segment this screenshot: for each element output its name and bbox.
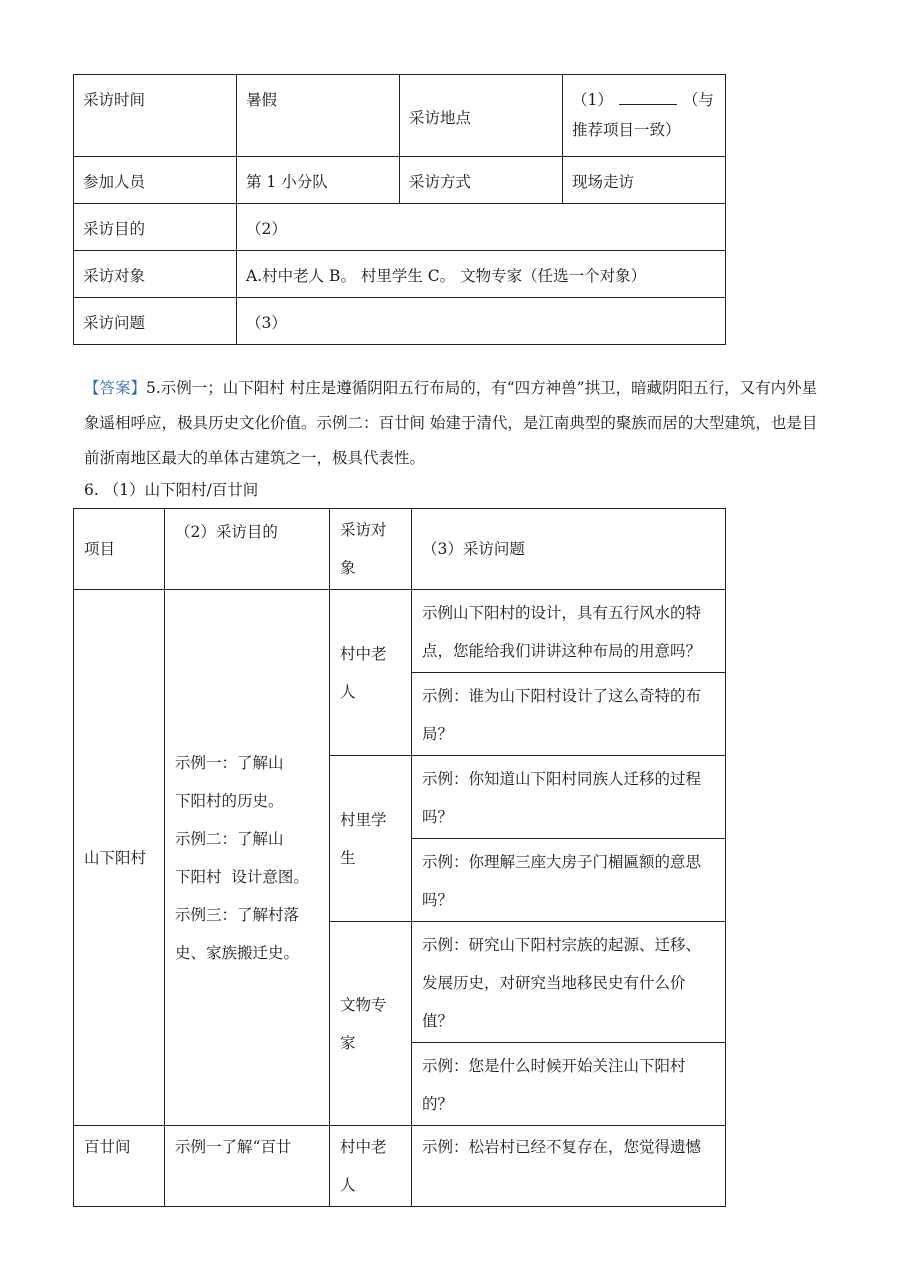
question-6-line: 6. （1）山下阳村/百廿间 <box>84 481 259 499</box>
purpose-line: 示例三：了解村落 <box>175 905 300 924</box>
question-cell: 示例：你理解三座大房子门楣匾额的意思吗？ <box>412 839 726 922</box>
cell-value: 第 1 小分队 <box>237 157 400 204</box>
question-cell: 示例：谁为山下阳村设计了这么奇特的布局？ <box>412 673 726 756</box>
plan-row-time <box>74 75 726 157</box>
purpose-line: 示例二：了解山 <box>175 829 284 848</box>
question-cell: 示例：松岩村已经不复存在，您觉得遗憾 <box>412 1126 726 1207</box>
plan-row-target <box>74 251 726 298</box>
cell-label: 采访问题 <box>74 298 237 345</box>
project-cell: 百廿间 <box>74 1126 165 1207</box>
cell-label: 采访地点 <box>400 75 563 157</box>
target-cell: 村里学生 <box>330 756 412 922</box>
question-cell: 示例：你知道山下阳村同族人迁移的过程吗？ <box>412 756 726 839</box>
cell-value: 暑假 <box>237 75 400 157</box>
cell-label: 采访时间 <box>74 75 237 157</box>
purpose-line: 史、家族搬迁史。 <box>175 943 300 962</box>
purpose-line: 示例一：了解山 <box>175 753 284 772</box>
location-prefix: （1） <box>572 91 613 109</box>
answer-text: 5.示例一；山下阳村 村庄是遵循阴阳五行布局的，有“四方神兽”拱卫，暗藏阴阳五行，又有内外星象遥相呼应，极具历史文化价值。示例二：百廿间 始建于清代，是江南典型的聚族而居的大型建筑，也是目前浙南地区最大的单体古建筑之一，极具代表性。 <box>84 379 818 467</box>
fill-blank <box>619 90 677 105</box>
cell-value: A.村中老人 B。 村里学生 C。 文物专家（任选一个对象） <box>237 251 726 298</box>
cell-location <box>563 75 726 157</box>
target-cell: 文物专家 <box>330 922 412 1126</box>
purpose-cell: 示例一了解“百廿 <box>165 1126 330 1207</box>
question-cell: 示例：您是什么时候开始关注山下阳村的？ <box>412 1043 726 1126</box>
plan-row-questions <box>74 298 726 345</box>
purpose-line: 下阳村 设计意图。 <box>175 867 309 886</box>
cell-value: 现场走访 <box>563 157 726 204</box>
question-cell: 示例山下阳村的设计，具有五行风水的特点，您能给我们讲讲这种布局的用意吗？ <box>412 590 726 673</box>
cell-value: （2） <box>237 204 726 251</box>
cell-label: 采访目的 <box>74 204 237 251</box>
answer-table <box>73 508 726 1207</box>
header-purpose: （2）采访目的 <box>165 509 330 590</box>
answer-paragraph <box>84 371 829 476</box>
target-cell: 村中老人 <box>330 590 412 756</box>
answer-tag: 【答案】 <box>84 379 147 397</box>
question-cell: 示例：研究山下阳村宗族的起源、迁移、发展历史，对研究当地移民史有什么价值？ <box>412 922 726 1043</box>
table-row <box>74 1126 726 1207</box>
plan-row-purpose <box>74 204 726 251</box>
header-project: 项目 <box>74 509 165 590</box>
target-cell: 村中老人 <box>330 1126 412 1207</box>
cell-label: 采访方式 <box>400 157 563 204</box>
interview-plan-table <box>73 74 726 345</box>
purpose-line: 下阳村的历史。 <box>175 791 284 810</box>
cell-value: （3） <box>237 298 726 345</box>
table-header-row <box>74 509 726 590</box>
purpose-cell <box>165 590 330 1126</box>
table-row <box>74 590 726 673</box>
header-question: （3）采访问题 <box>412 509 726 590</box>
cell-label: 参加人员 <box>74 157 237 204</box>
location-suffix: （与推荐项目一致） <box>572 91 714 139</box>
plan-row-members <box>74 157 726 204</box>
project-cell: 山下阳村 <box>74 590 165 1126</box>
header-target: 采访对象 <box>330 509 412 590</box>
cell-label: 采访对象 <box>74 251 237 298</box>
